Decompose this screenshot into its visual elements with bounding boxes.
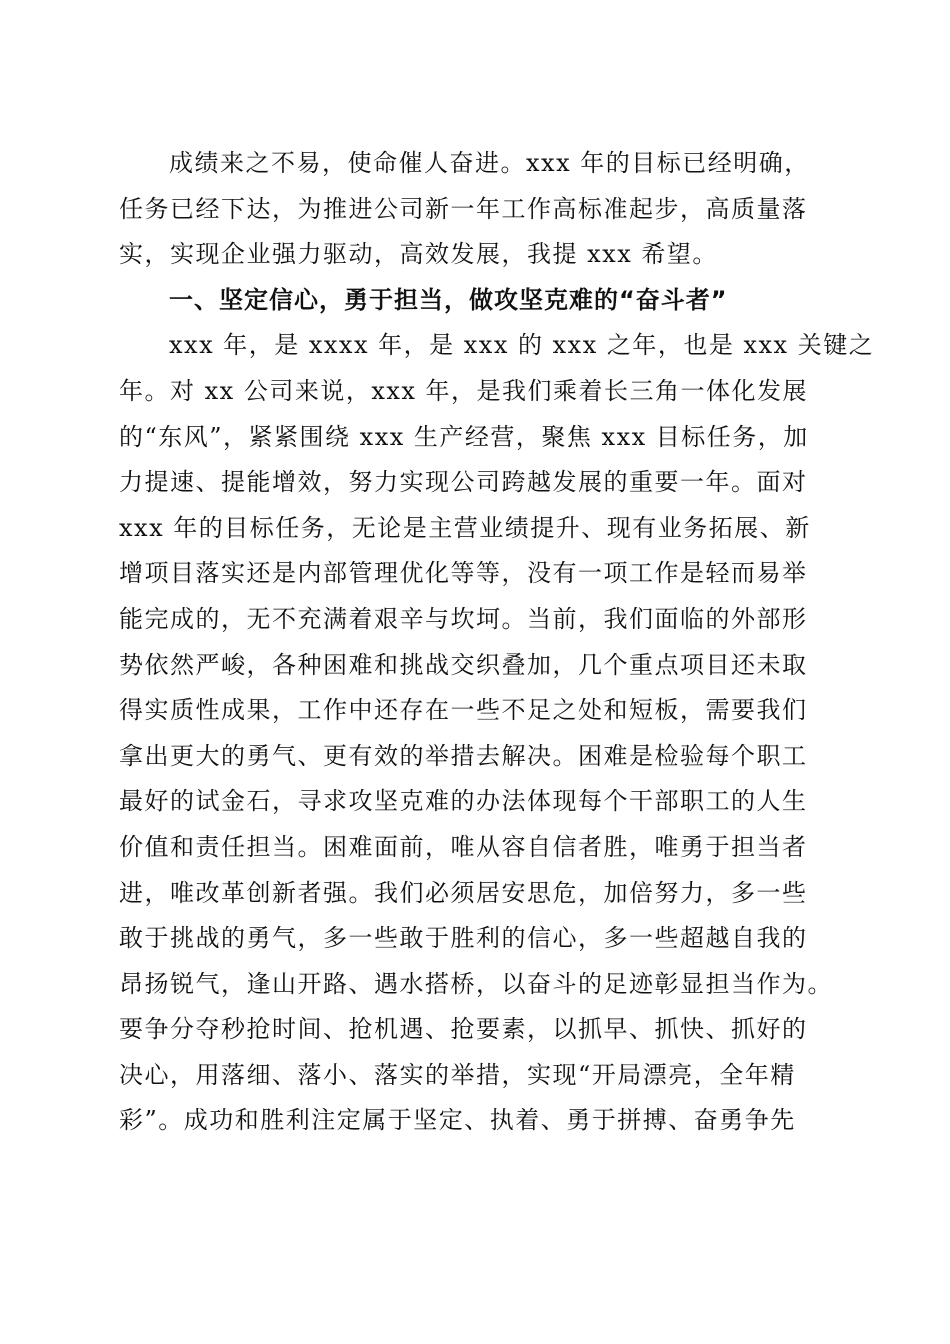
paragraph-2-line-2: 年。对 xx 公司来说，xxx 年，是我们乘着长三角一体化发展: [119, 376, 809, 405]
section-heading: 一、坚定信心，勇于担当，做攻坚克难的“奋斗者”: [169, 285, 728, 314]
paragraph-2-line-9: 得实质性成果，工作中还存在一些不足之处和短板，需要我们: [119, 696, 808, 725]
paragraph-2-line-1: xxx 年，是 xxxx 年，是 xxx 的 xxx 之年，也是 xxx 关键之: [169, 331, 875, 360]
paragraph-2-line-8: 势依然严峻，各种困难和挑战交织叠加，几个重点项目还未取: [119, 650, 808, 679]
paragraph-2-line-10: 拿出更大的勇气、更有效的举措去解决。困难是检验每个职工: [119, 741, 808, 770]
paragraph-2-line-15: 昂扬锐气，逢山开路、遇水搭桥，以奋斗的足迹彰显担当作为。: [119, 969, 833, 998]
paragraph-2-line-6: 增项目落实还是内部管理优化等等，没有一项工作是轻而易举: [119, 559, 808, 588]
paragraph-2-line-11: 最好的试金石，寻求攻坚克难的办法体现每个干部职工的人生: [119, 787, 808, 816]
paragraph-1-line-1: 成绩来之不易，使命催人奋进。xxx 年的目标已经明确，: [169, 149, 810, 177]
paragraph-2-line-12: 价值和责任担当。困难面前，唯从容自信者胜，唯勇于担当者: [119, 832, 808, 861]
document-body: [119, 148, 875, 1151]
paragraph-1-line-3: 实，实现企业强力驱动，高效发展，我提 xxx 希望。: [119, 240, 718, 269]
paragraph-2-line-17: 决心，用落细、落小、落实的举措，实现“开局漂亮，全年精: [119, 1060, 796, 1089]
paragraph-2-line-18: 彩”。成功和胜利注定属于坚定、执着、勇于拼搏、奋勇争先: [119, 1106, 796, 1135]
paragraph-2-line-7: 能完成的，无不充满着艰辛与坎坷。当前，我们面临的外部形: [119, 604, 808, 633]
paragraph-2-line-4: 力提速、提能增效，努力实现公司跨越发展的重要一年。面对: [119, 468, 808, 497]
paragraph-2-line-14: 敢于挑战的勇气，多一些敢于胜利的信心，多一些超越自我的: [119, 924, 808, 953]
paragraph-2-line-5: xxx 年的目标任务，无论是主营业绩提升、现有业务拓展、新: [119, 513, 811, 542]
paragraph-2-line-16: 要争分夺秒抢时间、抢机遇、抢要素，以抓早、抓快、抓好的: [119, 1015, 808, 1044]
paragraph-1-line-2: 任务已经下达，为推进公司新一年工作高标准起步，高质量落: [119, 194, 808, 223]
paragraph-2-line-3: 的“东风”，紧紧围绕 xxx 生产经营，聚焦 xxx 目标任务，加: [119, 422, 809, 451]
paragraph-2-line-13: 进，唯改革创新者强。我们必须居安思危，加倍努力，多一些: [119, 878, 808, 907]
